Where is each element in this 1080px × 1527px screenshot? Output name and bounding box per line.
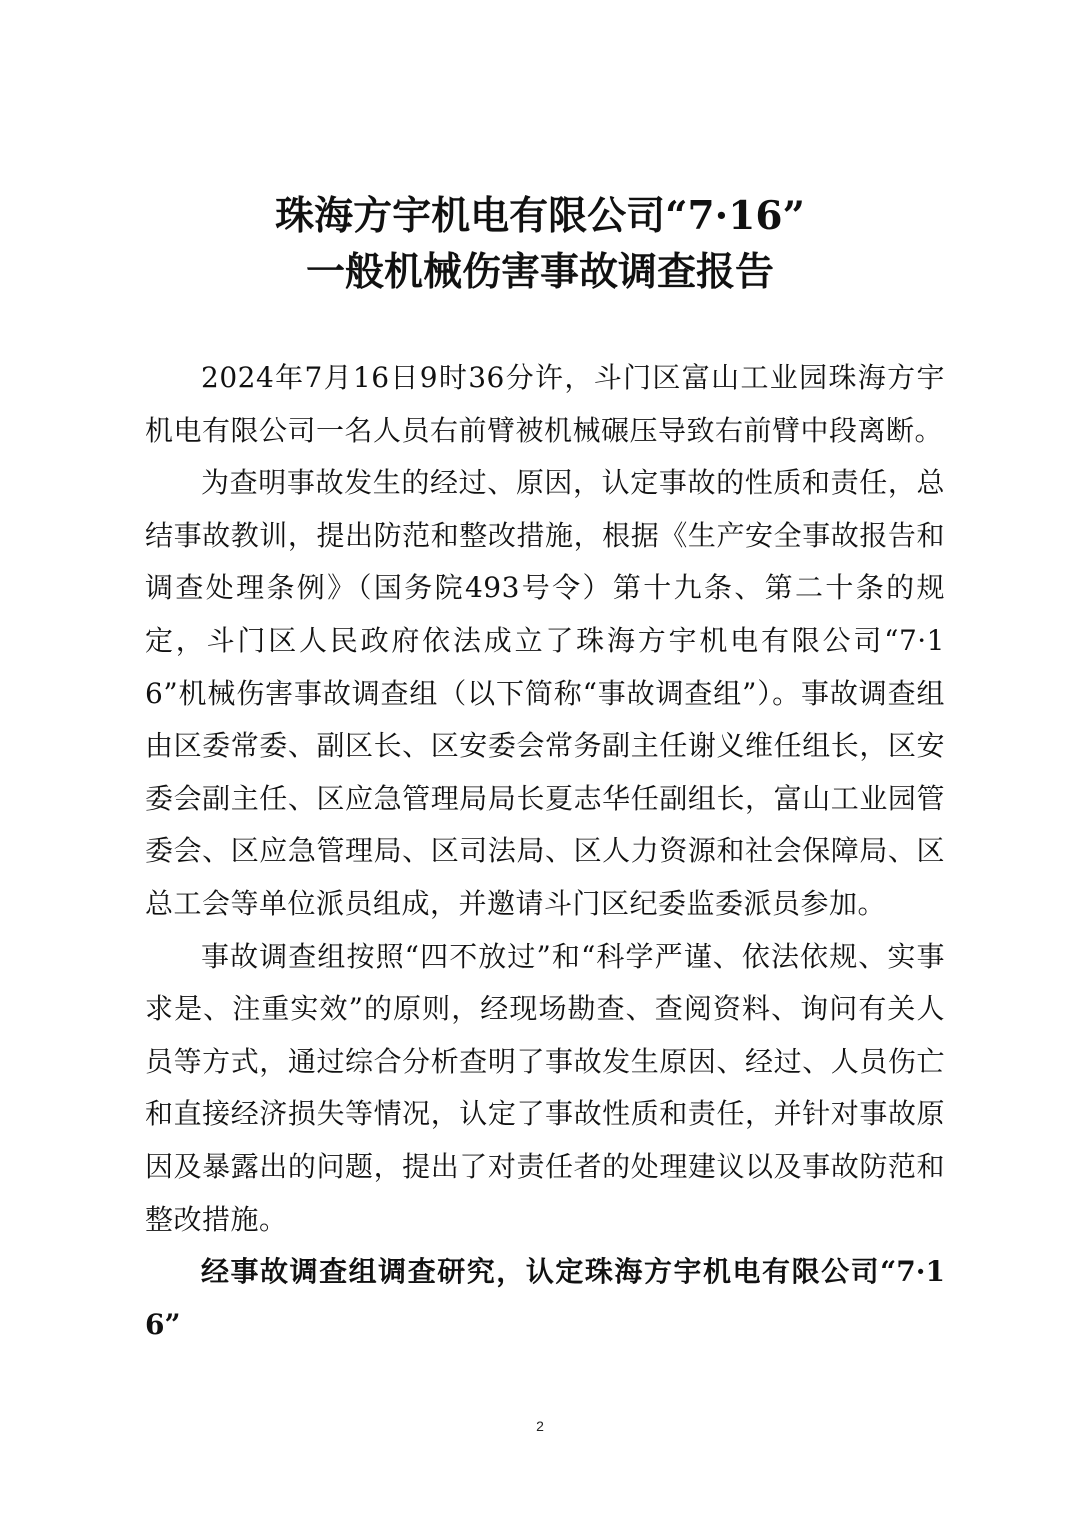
document-body (145, 352, 945, 1351)
page-number: 2 (536, 1418, 544, 1434)
paragraph-incident-summary: 2024年7月16日9时36分许，斗门区富山工业园珠海方宇机电有限公司一名人员右前臂被机械碾压导致右前臂中段离断。 (145, 361, 945, 447)
document-title (0, 188, 1080, 300)
paragraph-conclusion: 经事故调查组调查研究，认定珠海方宇机电有限公司“7·16” (145, 1255, 945, 1341)
title-line-2: 一般机械伤害事故调查报告 (305, 249, 774, 295)
paragraph-investigation-team: 为查明事故发生的经过、原因，认定事故的性质和责任，总结事故教训，提出防范和整改措施，根据《生产安全事故报告和调查处理条例》（国务院493号令）第十九条、第二十条的规定，斗门区人民政府依法成立了珠海方宇机电有限公司“7·16”机械伤害事故调查组（以下简称“事故调查组”）。事故调查组由区委常委、副区长、区安委会常务副主任谢义维任组长，区安委会副主任、区应急管理局局长夏志华任副组长，富山工业园管委会、区应急管理局、区司法局、区人力资源和社会保障局、区总工会等单位派员组成，并邀请斗门区纪委监委派员参加。 (145, 466, 945, 920)
title-line-1: 珠海方宇机电有限公司“7·16” (275, 193, 805, 239)
paragraph-investigation-method: 事故调查组按照“四不放过”和“科学严谨、依法依规、实事求是、注重实效”的原则，经现场勘查、查阅资料、询问有关人员等方式，通过综合分析查明了事故发生原因、经过、人员伤亡和直接经济损失等情况，认定了事故性质和责任，并针对事故原因及暴露出的问题，提出了对责任者的处理建议以及事故防范和整改措施。 (145, 939, 945, 1236)
